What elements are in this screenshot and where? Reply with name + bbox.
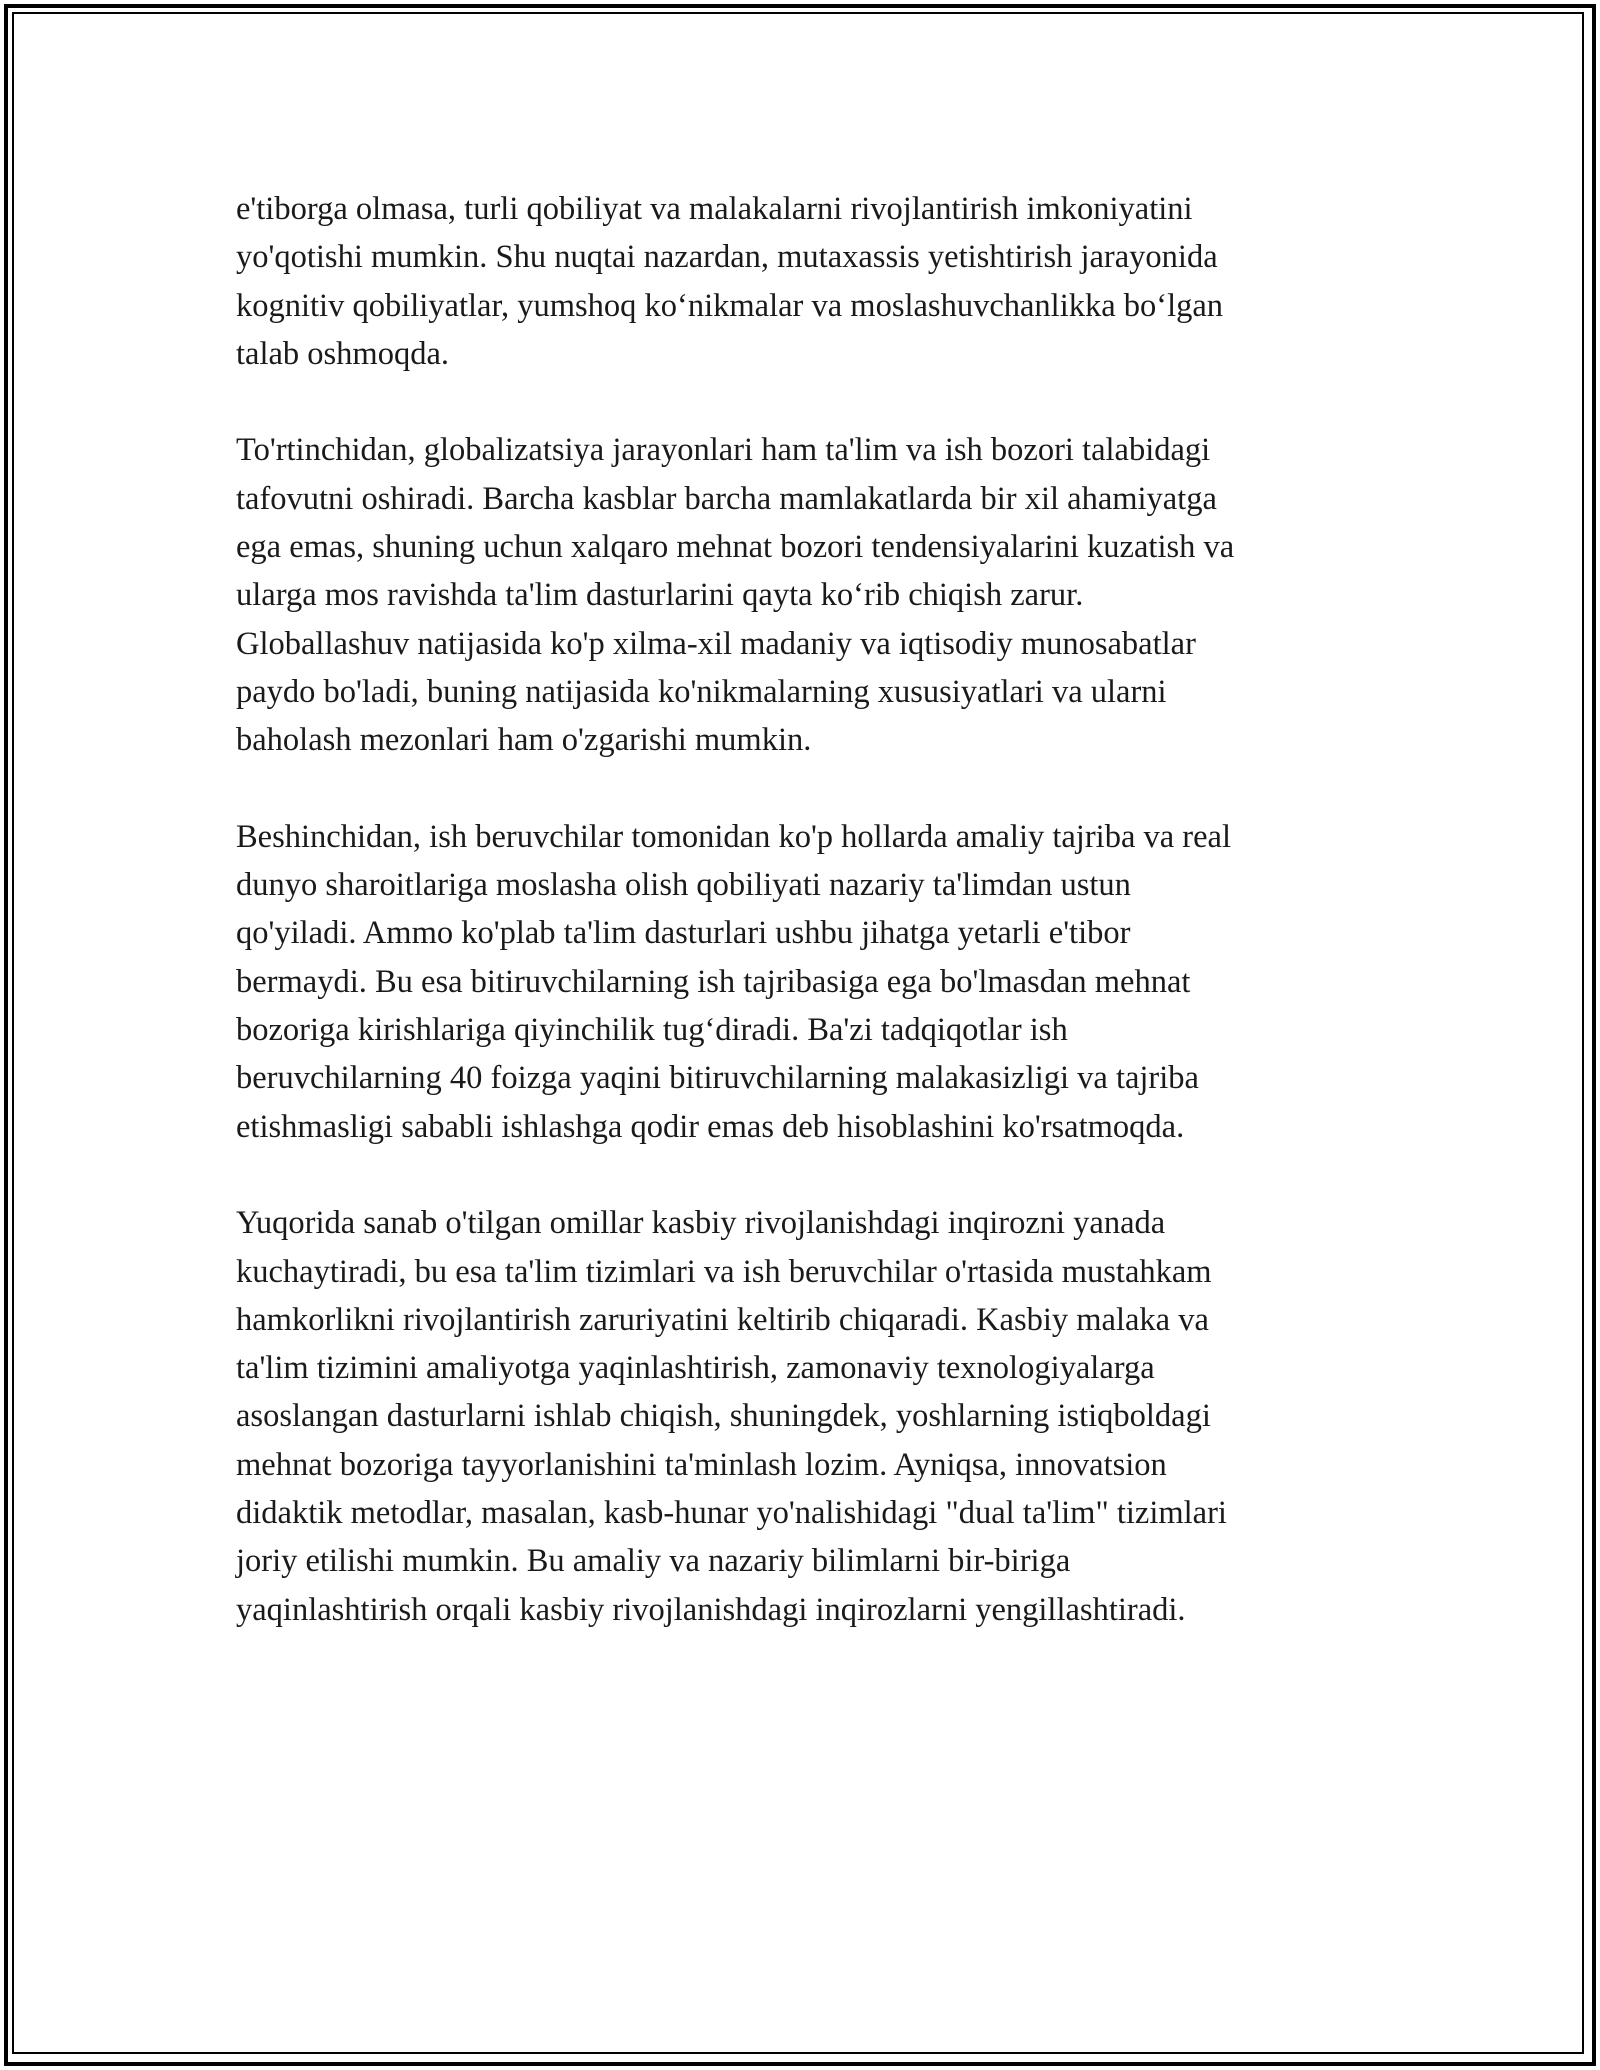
document-body <box>236 185 1371 1682</box>
paragraph-1: e'tiborga olmasa, turli qobiliyat va malakalarni rivojlantirish imkoniyatini yo'qotishi mumkin. Shu nuqtai nazardan, mutaxassis yetishtirish jarayonida kognitiv qobiliyatlar, yumshoq ko‘nikmalar va moslashuvchanlikka bo‘lgan talab oshmoqda. <box>236 191 1224 372</box>
paragraph-4: Yuqorida sanab o'tilgan omillar kasbiy rivojlanishdagi inqirozni yanada kuchaytiradi, bu esa ta'lim tizimlari va ish beruvchilar o'rtasida mustahkam hamkorlikni rivojlantirish zaruriyatini keltirib chiqaradi. Kasbiy malaka va ta'lim tizimini amaliyotga yaqinlashtirish, zamonaviy texnologiyalarga asoslangan dasturlarni ishlab chiqish, shuningdek, yoshlarning istiqboldagi mehnat bozoriga tayyorlanishini ta'minlash lozim. Ayniqsa, innovatsion didaktik metodlar, masalan, kasb-hunar yo'nalishidagi "dual ta'lim" tizimlari joriy etilishi mumkin. Bu amaliy va nazariy bilimlarni bir-biriga yaqinlashtirish orqali kasbiy rivojlanishdagi inqirozlarni yengillashtiradi. <box>236 1205 1227 1628</box>
paragraph-3: Beshinchidan, ish beruvchilar tomonidan ko'p hollarda amaliy tajriba va real dunyo sharoitlariga moslasha olish qobiliyati nazariy ta'limdan ustun qo'yiladi. Ammo ko'plab ta'lim dasturlari ushbu jihatga yetarli e'tibor bermaydi. Bu esa bitiruvchilarning ish tajribasiga ega bo'lmasdan mehnat bozoriga kirishlariga qiyinchilik tug‘diradi. Ba'zi tadqiqotlar ish beruvchilarning 40 foizga yaqini bitiruvchilarning malakasizligi va tajriba etishmasligi sababli ishlashga qodir emas deb hisoblashini ko'rsatmoqda. <box>236 818 1231 1145</box>
paragraph-2: To'rtinchidan, globalizatsiya jarayonlari ham ta'lim va ish bozori talabidagi tafovutni oshiradi. Barcha kasblar barcha mamlakatlarda bir xil ahamiyatga ega emas, shuning uchun xalqaro mehnat bozori tendensiyalarini kuzatish va ularga mos ravishda ta'lim dasturlarini qayta ko‘rib chiqish zarur. Globallashuv natijasida ko'p xilma-xil madaniy va iqtisodiy munosabatlar paydo bo'ladi, buning natijasida ko'nikmalarning xususiyatlari va ularni baholash mezonlari ham o'zgarishi mumkin. <box>236 432 1235 759</box>
